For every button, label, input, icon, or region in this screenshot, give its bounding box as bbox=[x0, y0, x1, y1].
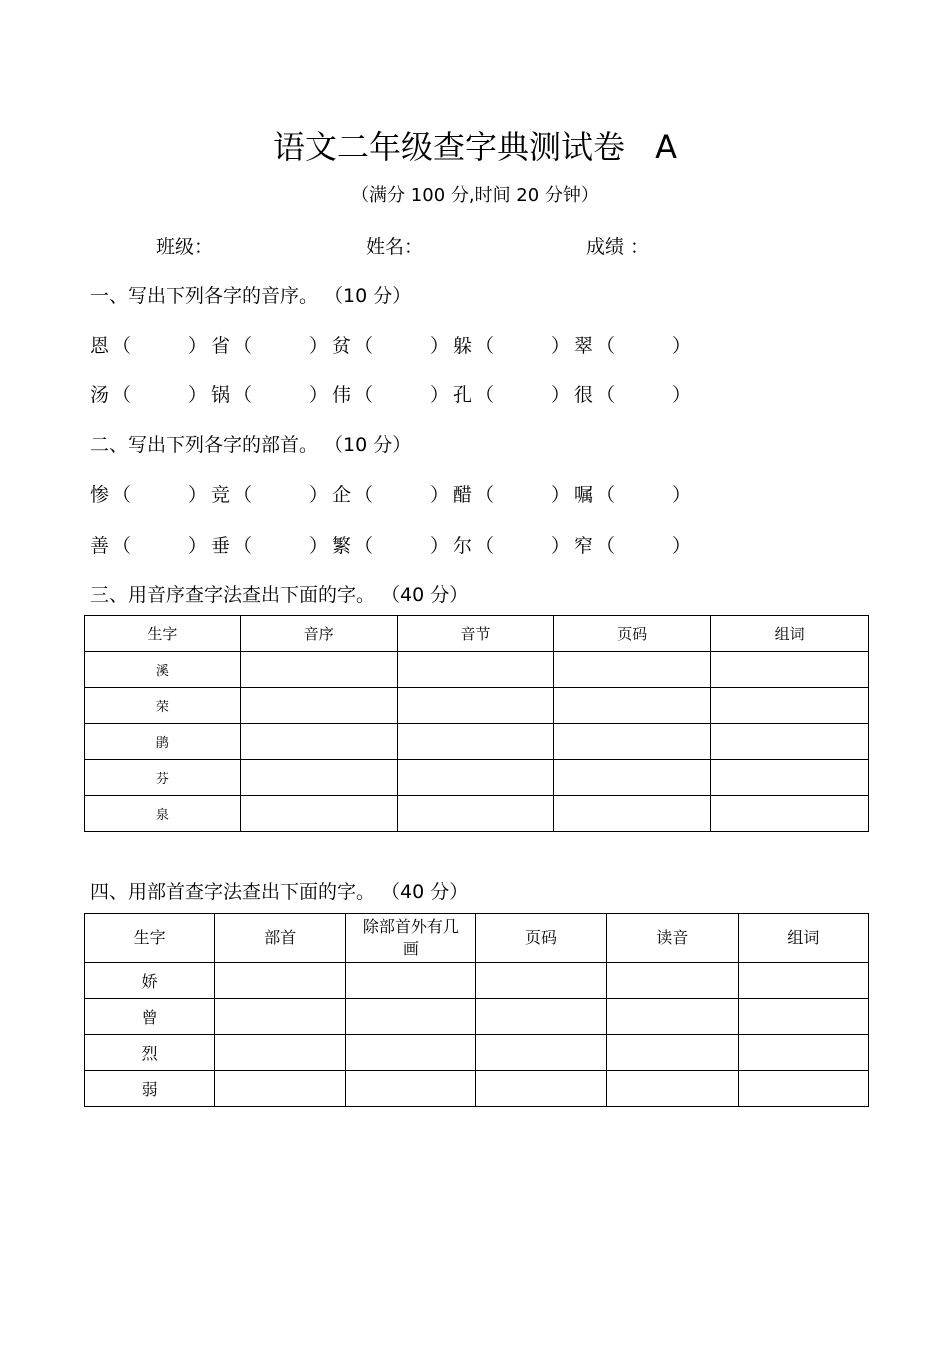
answer-blank[interactable]: （ ） bbox=[112, 335, 208, 357]
answer-blank[interactable]: （ ） bbox=[354, 384, 450, 406]
char-item bbox=[90, 480, 211, 507]
char-label: 孔 bbox=[453, 384, 473, 406]
char-item bbox=[211, 531, 332, 558]
blank-cell[interactable] bbox=[711, 652, 869, 688]
char-label: 垂 bbox=[211, 535, 231, 557]
header-cell: 页码 bbox=[554, 616, 711, 652]
blank-cell[interactable] bbox=[397, 652, 554, 688]
char-label: 善 bbox=[90, 535, 110, 557]
class-label: 班级： bbox=[156, 236, 214, 258]
blank-cell[interactable] bbox=[215, 999, 346, 1035]
section-4-heading: 四、用部首查字法查出下面的字。 （40 分） bbox=[90, 881, 469, 903]
answer-blank[interactable]: （ ） bbox=[475, 384, 571, 406]
char-label: 竞 bbox=[211, 484, 231, 506]
header-cell: 生字 bbox=[85, 914, 215, 963]
table-header-row bbox=[85, 616, 869, 652]
blank-cell[interactable] bbox=[476, 963, 606, 999]
char-label: 伟 bbox=[332, 384, 352, 406]
char-item bbox=[332, 480, 453, 507]
blank-cell[interactable] bbox=[215, 1035, 346, 1071]
table-row bbox=[85, 760, 869, 796]
blank-cell[interactable] bbox=[346, 999, 476, 1035]
char-label: 企 bbox=[332, 484, 352, 506]
char-label: 锅 bbox=[211, 384, 231, 406]
s1-row-1 bbox=[90, 331, 695, 358]
char-label: 很 bbox=[574, 384, 594, 406]
blank-cell[interactable] bbox=[554, 652, 711, 688]
header-cell: 音序 bbox=[240, 616, 397, 652]
blank-cell[interactable] bbox=[215, 1071, 346, 1107]
answer-blank[interactable]: （ ） bbox=[233, 335, 329, 357]
char-item bbox=[332, 380, 453, 407]
phonetic-lookup-table bbox=[84, 615, 869, 832]
blank-cell[interactable] bbox=[346, 1071, 476, 1107]
table-row bbox=[85, 963, 869, 999]
title-text: 语文二年级查字典测试卷 bbox=[273, 128, 626, 166]
score-label: 成绩 ： bbox=[586, 236, 650, 258]
answer-blank[interactable]: （ ） bbox=[354, 335, 450, 357]
header-cell: 音节 bbox=[397, 616, 554, 652]
table-row bbox=[85, 796, 869, 832]
char-label: 繁 bbox=[332, 535, 352, 557]
char-cell: 荣 bbox=[85, 688, 241, 724]
blank-cell[interactable] bbox=[397, 724, 554, 760]
blank-cell[interactable] bbox=[346, 1035, 476, 1071]
s1-row-2 bbox=[90, 380, 695, 407]
char-cell: 烈 bbox=[85, 1035, 215, 1071]
blank-cell[interactable] bbox=[240, 688, 397, 724]
char-item bbox=[332, 531, 453, 558]
blank-cell[interactable] bbox=[476, 1035, 606, 1071]
char-label: 窄 bbox=[574, 535, 594, 557]
answer-blank[interactable]: （ ） bbox=[233, 535, 329, 557]
header-cell bbox=[346, 914, 476, 963]
header-cell-text: 除部首外有几画 bbox=[362, 917, 459, 958]
char-item bbox=[453, 531, 574, 558]
blank-cell[interactable] bbox=[346, 963, 476, 999]
subtitle: （满分 100 分,时间 20 分钟） bbox=[351, 185, 599, 206]
blank-cell[interactable] bbox=[711, 688, 869, 724]
blank-cell[interactable] bbox=[738, 999, 868, 1035]
table-header-row bbox=[85, 914, 869, 963]
answer-blank[interactable]: （ ） bbox=[354, 484, 450, 506]
char-cell: 曾 bbox=[85, 999, 215, 1035]
table-row bbox=[85, 688, 869, 724]
answer-blank[interactable]: （ ） bbox=[354, 535, 450, 557]
answer-blank[interactable]: （ ） bbox=[475, 335, 571, 357]
answer-blank[interactable]: （ ） bbox=[596, 484, 692, 506]
blank-cell[interactable] bbox=[554, 688, 711, 724]
answer-blank[interactable]: （ ） bbox=[596, 335, 692, 357]
answer-blank[interactable]: （ ） bbox=[112, 384, 208, 406]
blank-cell[interactable] bbox=[240, 796, 397, 832]
page-title bbox=[0, 122, 950, 168]
char-cell: 弱 bbox=[85, 1071, 215, 1107]
char-cell: 娇 bbox=[85, 963, 215, 999]
table-row bbox=[85, 999, 869, 1035]
header-cell: 组词 bbox=[738, 914, 868, 963]
s2-row-2 bbox=[90, 531, 695, 558]
char-item bbox=[453, 331, 574, 358]
header-cell: 生字 bbox=[85, 616, 241, 652]
blank-cell[interactable] bbox=[711, 796, 869, 832]
char-item bbox=[453, 380, 574, 407]
char-item bbox=[211, 380, 332, 407]
header-cell: 部首 bbox=[215, 914, 346, 963]
char-label: 嘱 bbox=[574, 484, 594, 506]
table-row bbox=[85, 1035, 869, 1071]
char-item bbox=[574, 480, 695, 507]
name-label: 姓名： bbox=[366, 236, 424, 258]
answer-blank[interactable]: （ ） bbox=[233, 484, 329, 506]
char-cell: 泉 bbox=[85, 796, 241, 832]
blank-cell[interactable] bbox=[554, 724, 711, 760]
section-1-heading: 一、写出下列各字的音序。 （10 分） bbox=[90, 285, 412, 307]
blank-cell[interactable] bbox=[738, 963, 868, 999]
table-row bbox=[85, 724, 869, 760]
blank-cell[interactable] bbox=[606, 1035, 738, 1071]
blank-cell[interactable] bbox=[711, 724, 869, 760]
char-item bbox=[332, 331, 453, 358]
blank-cell[interactable] bbox=[397, 760, 554, 796]
char-label: 尔 bbox=[453, 535, 473, 557]
title-letter: A bbox=[655, 128, 677, 166]
s2-row-1 bbox=[90, 480, 695, 507]
blank-cell[interactable] bbox=[738, 1035, 868, 1071]
char-label: 贫 bbox=[332, 335, 352, 357]
char-item bbox=[90, 380, 211, 407]
blank-cell[interactable] bbox=[606, 1071, 738, 1107]
radical-lookup-table bbox=[84, 913, 869, 1107]
char-item bbox=[453, 480, 574, 507]
char-item bbox=[211, 480, 332, 507]
char-item bbox=[574, 380, 695, 407]
char-item bbox=[574, 531, 695, 558]
blank-cell[interactable] bbox=[476, 1071, 606, 1107]
table-row bbox=[85, 1071, 869, 1107]
char-cell: 溪 bbox=[85, 652, 241, 688]
answer-blank[interactable]: （ ） bbox=[596, 535, 692, 557]
table-row bbox=[85, 652, 869, 688]
char-item bbox=[574, 331, 695, 358]
answer-blank[interactable]: （ ） bbox=[475, 535, 571, 557]
char-label: 翠 bbox=[574, 335, 594, 357]
header-cell: 组词 bbox=[711, 616, 869, 652]
blank-cell[interactable] bbox=[397, 796, 554, 832]
char-label: 惨 bbox=[90, 484, 110, 506]
blank-cell[interactable] bbox=[240, 760, 397, 796]
char-cell: 芬 bbox=[85, 760, 241, 796]
blank-cell[interactable] bbox=[476, 999, 606, 1035]
char-label: 躲 bbox=[453, 335, 473, 357]
char-item bbox=[90, 531, 211, 558]
answer-blank[interactable]: （ ） bbox=[112, 484, 208, 506]
char-item bbox=[90, 331, 211, 358]
answer-blank[interactable]: （ ） bbox=[475, 484, 571, 506]
char-cell: 鹃 bbox=[85, 724, 241, 760]
blank-cell[interactable] bbox=[606, 999, 738, 1035]
header-cell: 读音 bbox=[606, 914, 738, 963]
blank-cell[interactable] bbox=[215, 963, 346, 999]
answer-blank[interactable]: （ ） bbox=[112, 535, 208, 557]
section-3-heading: 三、用音序查字法查出下面的字。 （40 分） bbox=[90, 584, 469, 606]
blank-cell[interactable] bbox=[240, 652, 397, 688]
blank-cell[interactable] bbox=[397, 688, 554, 724]
blank-cell[interactable] bbox=[738, 1071, 868, 1107]
section-2-heading: 二、写出下列各字的部首。 （10 分） bbox=[90, 434, 412, 456]
blank-cell[interactable] bbox=[606, 963, 738, 999]
blank-cell[interactable] bbox=[554, 796, 711, 832]
header-cell: 页码 bbox=[476, 914, 606, 963]
char-label: 醋 bbox=[453, 484, 473, 506]
char-item bbox=[211, 331, 332, 358]
answer-blank[interactable]: （ ） bbox=[596, 384, 692, 406]
answer-blank[interactable]: （ ） bbox=[233, 384, 329, 406]
char-label: 省 bbox=[211, 335, 231, 357]
char-label: 汤 bbox=[90, 384, 110, 406]
blank-cell[interactable] bbox=[240, 724, 397, 760]
blank-cell[interactable] bbox=[554, 760, 711, 796]
char-label: 恩 bbox=[90, 335, 110, 357]
blank-cell[interactable] bbox=[711, 760, 869, 796]
